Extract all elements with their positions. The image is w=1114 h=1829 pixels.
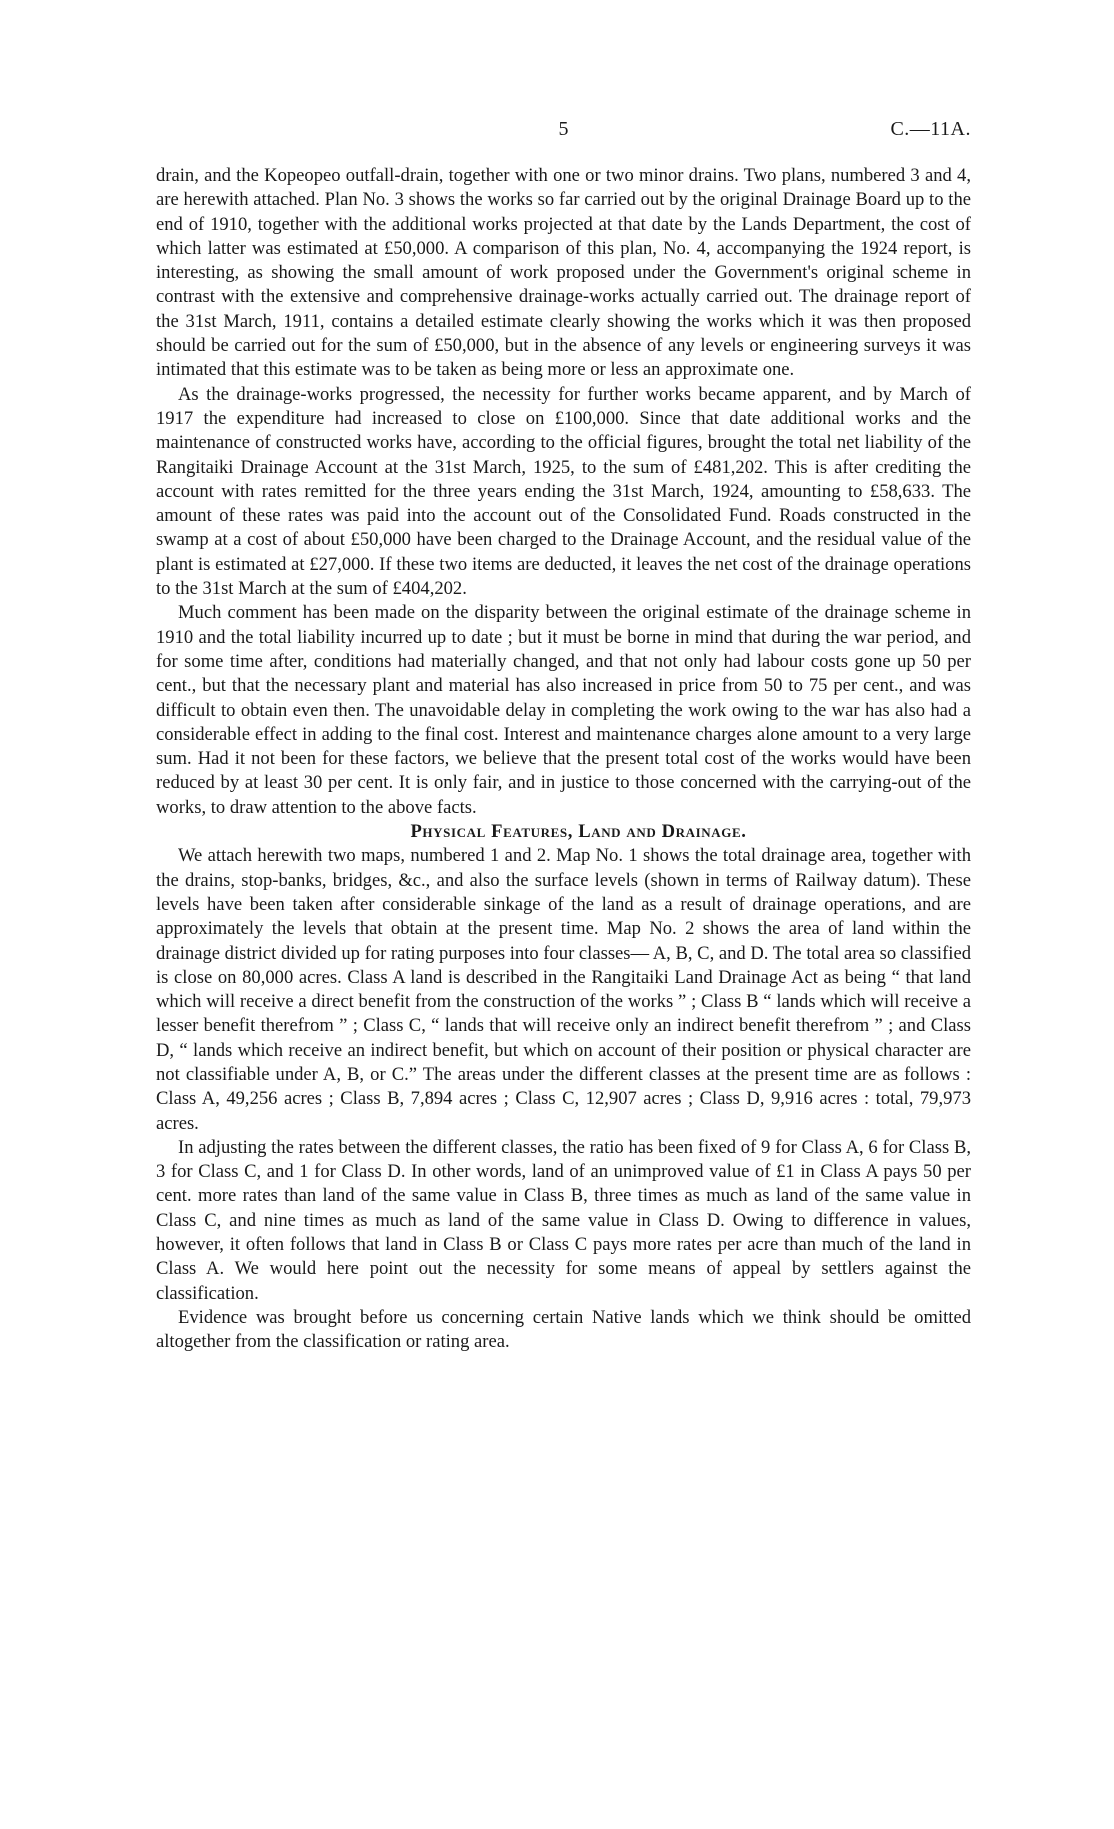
paragraph-rating-ratio: In adjusting the rates between the different classes, the ratio has been fixed of 9 for Class A, 6 for Class B, 3 for Class C, and 1 for Class D. In other words, land of an unimproved value of £1 in Class A pays 50 per cent. more rates than land of the same value in Class B, three times as much as land of the same value in Class C, and nine times as much as land of the same value in Class D. Owing to difference in values, however, it often follows that land in Class B or Class C pays more rates per acre than much of the land in Class A. We would here point out the necessity for some means of appeal by settlers against the classification. xyxy=(156,1136,971,1304)
section-heading-physical-features: Physical Features, Land and Drainage. xyxy=(410,821,747,843)
page-header xyxy=(156,118,971,148)
body-text xyxy=(156,164,971,1355)
paragraph-maps-and-classes: We attach herewith two maps, numbered 1 and 2. Map No. 1 shows the total drainage area, together with the drains, stop-banks, bridges, &c., and also the surface levels (shown in terms of Railway datum). These levels have been taken after considerable sinkage of the land as a result of drainage operations, and are approximately the levels that obtain at the present time. Map No. 2 shows the area of land within the drainage district divided up for rating purposes into four classes— A, B, C, and D. The total area so classified is close on 80,000 acres. Class A land is described in the Rangitaiki Land Drainage Act as being “ that land which will receive a direct benefit from the construction of the works ” ; Class B “ lands which will receive a lesser benefit therefrom ” ; Class C, “ lands that will receive only an indirect benefit therefrom ” ; and Class D, “ lands which receive an indirect benefit, but which on account of their position or physical character are not classifiable under A, B, or C.” The areas under the different classes at the present time are as follows : Class A, 49,256 acres ; Class B, 7,894 acres ; Class C, 12,907 acres ; Class D, 9,916 acres : total, 79,973 acres. xyxy=(156,845,972,1134)
paragraph-cost-disparity: Much comment has been made on the disparity between the original estimate of the drainage scheme in 1910 and the total liability incurred up to date ; but it must be borne in mind that during the war period, and for some time after, conditions had materially changed, and that not only had labour costs gone up 50 per cent., but that the necessary plant and material has also increased in price from 50 to 75 per cent., and was difficult to obtain even then. The unavoidable delay in completing the work owing to the war has also had a considerable effect in adding to the final cost. Interest and maintenance charges alone amount to a very large sum. Had it not been for these factors, we believe that the present total cost of the works would have been reduced by at least 30 per cent. It is only fair, and in justice to those concerned with the carrying-out of the works, to draw attention to the above facts. xyxy=(156,602,971,818)
paragraph-drainage-expenditure: As the drainage-works progressed, the necessity for further works became apparent, and by March of 1917 the expenditure had increased to close on £100,000. Since that date additional works and the maintenance of constructed works have, according to the official figures, brought the total net liability of the Rangitaiki Drainage Account at the 31st March, 1925, to the sum of £481,202. This is after crediting the account with rates remitted for the three years ending the 31st March, 1924, amounting to £58,633. The amount of these rates was paid into the account out of the Consolidated Fund. Roads constructed in the swamp at a cost of about £50,000 have been charged to the Drainage Account, and the residual value of the plant is estimated at £27,000. If these two items are deducted, it leaves the net cost of the drainage operations to the 31st March at the sum of £404,202. xyxy=(156,383,971,600)
document-reference: C.—11A. xyxy=(890,118,971,140)
paragraph-native-lands: Evidence was brought before us concerning certain Native lands which we think should be omitted altogether from the classification or rating area. xyxy=(156,1306,971,1353)
paragraph-continued-drainage-plans: drain, and the Kopeopeo outfall-drain, together with one or two minor drains. Two plans, numbered 3 and 4, are herewith attached. Plan No. 3 shows the works so far carried out by the original Drainage Board up to the end of 1910, together with the additional works projected at that date by the Lands Department, the cost of which latter was estimated at £50,000. A comparison of this plan, No. 4, accompanying the 1924 report, is interesting, as showing the small amount of work proposed under the Government's original scheme in contrast with the extensive and comprehensive drainage-works actually carried out. The drainage report of the 31st March, 1911, contains a detailed estimate clearly showing the works which it was then proposed should be carried out for the sum of £50,000, but in the absence of any levels or engineering surveys it was intimated that this estimate was to be taken as being more or less an approximate one. xyxy=(156,165,971,381)
page-number: 5 xyxy=(558,118,569,140)
